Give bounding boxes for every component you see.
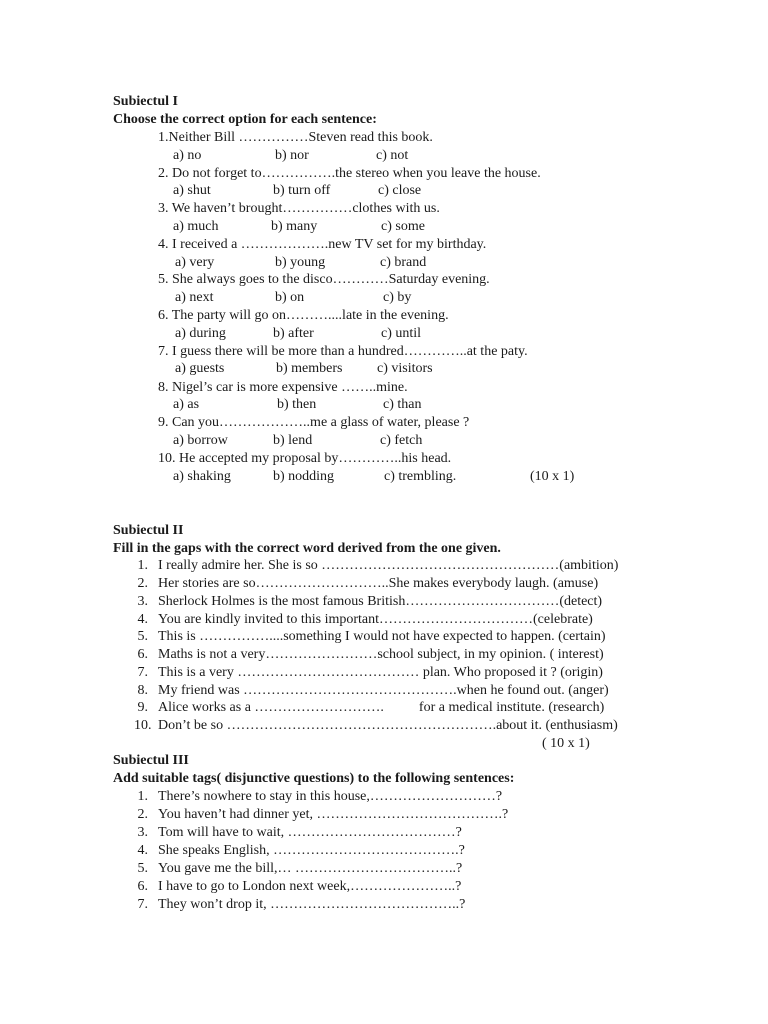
- s1-question-6: 6. The party will go on………....late in the evening.: [158, 308, 449, 323]
- s2-item-number: 9.: [137, 700, 148, 715]
- s2-item-text: Alice works as a ………………………. for a medical institute. (research): [158, 700, 605, 715]
- s1-q3-option-a: a) much: [173, 219, 219, 234]
- s2-item-number: 10.: [134, 718, 152, 733]
- s3-item-number: 5.: [137, 861, 148, 876]
- section1-score: (10 x 1): [530, 469, 575, 484]
- s3-item-text: There’s nowhere to stay in this house,………………………?: [158, 789, 503, 804]
- section2-score: ( 10 x 1): [542, 736, 590, 751]
- s2-item-text: I really admire her. She is so ……………………………………………(ambition): [158, 558, 619, 573]
- s1-question-2: 2. Do not forget to…………….the stereo when you leave the house.: [158, 166, 541, 181]
- s1-q4-option-a: a) very: [175, 255, 215, 270]
- s1-q4-option-b: b) young: [275, 255, 326, 270]
- s1-q4-option-c: c) brand: [380, 255, 427, 270]
- s1-q8-option-c: c) than: [383, 397, 422, 412]
- s3-item-text: Tom will have to wait, ………………………………?: [158, 825, 462, 840]
- section2-instruction: Fill in the gaps with the correct word derived from the one given.: [113, 541, 501, 556]
- s1-q7-option-a: a) guests: [175, 361, 225, 376]
- s1-q8-option-b: b) then: [277, 397, 317, 412]
- s3-item-number: 7.: [137, 897, 148, 912]
- s1-question-1: 1.Neither Bill ……………Steven read this book.: [158, 130, 433, 145]
- s3-item-number: 3.: [137, 825, 148, 840]
- s2-item-number: 5.: [137, 629, 148, 644]
- section1-instruction: Choose the correct option for each sentence:: [113, 112, 377, 127]
- s1-q1-option-b: b) nor: [275, 148, 309, 163]
- section2-title: Subiectul II: [113, 523, 184, 538]
- s1-question-5: 5. She always goes to the disco…………Saturday evening.: [158, 272, 490, 287]
- s2-item-text: Her stories are so………………………..She makes everybody laugh. (amuse): [158, 576, 599, 591]
- s1-q1-option-c: c) not: [376, 148, 409, 163]
- s3-item-text: I have to go to London next week,…………………..?: [158, 879, 462, 894]
- s1-q2-option-c: c) close: [378, 183, 422, 198]
- s2-item-number: 4.: [137, 612, 148, 627]
- s1-q2-option-b: b) turn off: [273, 183, 331, 198]
- s3-item-text: They won’t drop it, …………………………………..?: [158, 897, 466, 912]
- s1-q9-option-a: a) borrow: [173, 433, 228, 448]
- s1-q7-option-c: c) visitors: [377, 361, 433, 376]
- s1-q6-option-b: b) after: [273, 326, 314, 341]
- s1-question-3: 3. We haven’t brought……………clothes with us.: [158, 201, 440, 216]
- section1-title: Subiectul I: [113, 94, 178, 109]
- s2-item-number: 8.: [137, 683, 148, 698]
- s1-question-8: 8. Nigel’s car is more expensive ……..mine.: [158, 380, 408, 395]
- s1-q5-option-c: c) by: [383, 290, 412, 305]
- s2-item-text: This is ……………....something I would not have expected to happen. (certain): [158, 629, 606, 644]
- s1-q9-option-c: c) fetch: [380, 433, 423, 448]
- s1-question-10: 10. He accepted my proposal by…………..his head.: [158, 451, 452, 466]
- section3-title: Subiectul III: [113, 753, 189, 768]
- s1-q10-option-a: a) shaking: [173, 469, 231, 484]
- s1-q5-option-b: b) on: [275, 290, 305, 305]
- s3-item-number: 4.: [137, 843, 148, 858]
- s1-q3-option-b: b) many: [271, 219, 318, 234]
- s2-item-number: 7.: [137, 665, 148, 680]
- s3-item-number: 2.: [137, 807, 148, 822]
- s2-item-text: Sherlock Holmes is the most famous British……………………………(detect): [158, 594, 603, 609]
- s2-item-number: 6.: [137, 647, 148, 662]
- s1-q6-option-c: c) until: [381, 326, 422, 341]
- s2-item-text: My friend was ……………………………………….when he found out. (anger): [158, 683, 609, 698]
- s3-item-text: You haven’t had dinner yet, ………………………………….?: [158, 807, 509, 822]
- s2-item-text: This is a very ………………………………… plan. Who proposed it ? (origin): [158, 665, 603, 680]
- s3-item-number: 6.: [137, 879, 148, 894]
- s1-q3-option-c: c) some: [381, 219, 425, 234]
- s2-item-text: Maths is not a very……………………school subject, in my opinion. ( interest): [158, 647, 604, 662]
- s1-q6-option-a: a) during: [175, 326, 226, 341]
- s1-q10-option-b: b) nodding: [273, 469, 335, 484]
- s1-question-4: 4. I received a ……………….new TV set for my birthday.: [158, 237, 487, 252]
- s2-item-number: 2.: [137, 576, 148, 591]
- s2-item-text: You are kindly invited to this important……………………………(celebrate): [158, 612, 593, 627]
- s1-q2-option-a: a) shut: [173, 183, 211, 198]
- s3-item-text: She speaks English, ………………………………….?: [158, 843, 465, 858]
- s1-question-9: 9. Can you………………..me a glass of water, please ?: [158, 415, 470, 430]
- s2-item-number: 3.: [137, 594, 148, 609]
- s1-q7-option-b: b) members: [276, 361, 343, 376]
- s1-q8-option-a: a) as: [173, 397, 200, 412]
- s1-q5-option-a: a) next: [175, 290, 214, 305]
- s1-question-7: 7. I guess there will be more than a hundred…………..at the paty.: [158, 344, 528, 359]
- s3-item-number: 1.: [137, 789, 148, 804]
- s1-q9-option-b: b) lend: [273, 433, 313, 448]
- s2-item-text: Don’t be so ………………………………………………….about it. (enthusiasm): [158, 718, 618, 733]
- s3-item-text: You gave me the bill,… ……………………………..?: [158, 861, 463, 876]
- s1-q10-option-c: c) trembling.: [384, 469, 457, 484]
- s2-item-number: 1.: [137, 558, 148, 573]
- section3-instruction: Add suitable tags( disjunctive questions) to the following sentences:: [113, 771, 515, 786]
- s1-q1-option-a: a) no: [173, 148, 202, 163]
